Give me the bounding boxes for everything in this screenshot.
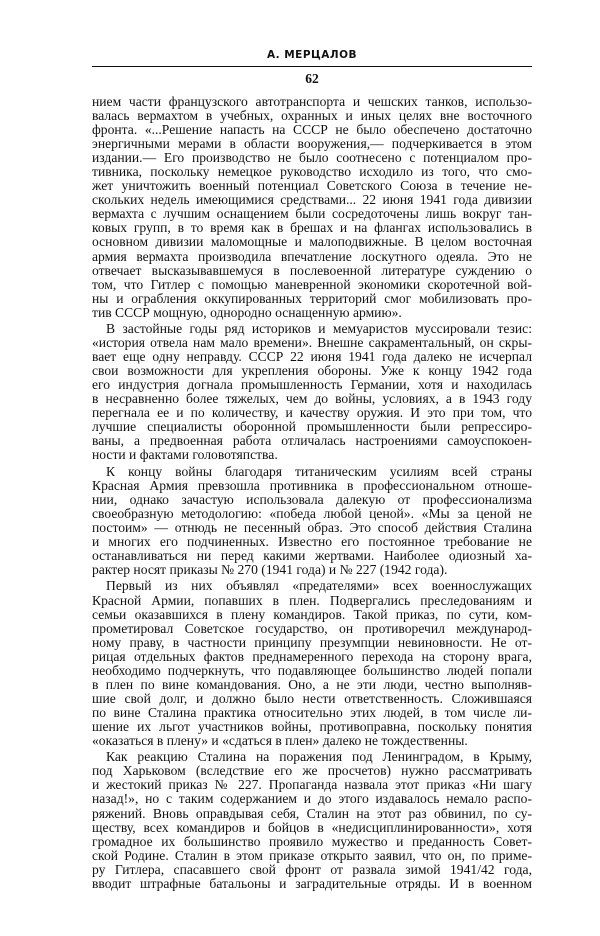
text-line: К концу войны благодаря титаническим усилиям всей страны [106, 463, 532, 479]
text-line: постоим» — отнюдь не песенный образ. Это способ действия Сталина [92, 520, 532, 535]
text-line: тив СССР мощную, однородно оснащенную армию». [92, 304, 402, 320]
text-line: необходимо подчеркнуть, что подавляющее большинство людей попали [92, 662, 532, 678]
text-line: Красная Армия превзошла противника в профессиональном отноше- [92, 477, 532, 493]
text-line: по вине Сталина практика относительно этих людей, в том числе ли- [92, 704, 532, 720]
text-line: прометировал Советское государство, он противоречил международ- [92, 620, 532, 636]
text-line: ваны, а предвоенная работа отличалась настроениями самоуспокоен- [92, 433, 532, 449]
text-line: рактер носят приказы № 270 (1941 года) и № 227 (1942 года). [92, 562, 448, 578]
text-line: том, что Гитлер с помощью маневренной экономики скоротечной вой- [92, 276, 532, 292]
text-line: ности и фактами головотяпства. [92, 447, 278, 463]
text-line: «история отвела нам мало времени». Внешне сакраментальный, он скры- [92, 335, 532, 351]
text-line: громадное их большинство проявило мужество и преданность Совет- [92, 833, 532, 849]
text-line: ру Гитлера, спасавшего свой фронт от развала зимой 1941/42 года, [92, 861, 532, 877]
text-line: свои возможности для укрепления обороны. Уже к концу 1942 года [92, 363, 532, 379]
text-line: основном дивизии маломощные и малоподвижные. В целом восточная [92, 234, 532, 250]
text-line: своеобразную методологию: «победа любой ценой». «Мы за ценой не [92, 505, 532, 521]
text-line: в несравненно более тяжелых, чем до войны, условиях, а в 1943 году [92, 391, 532, 407]
running-head-author: А. МЕРЦАЛОВ [266, 49, 358, 61]
text-line: вает еще одну неправду. СССР 22 июня 1941 года далеко не исчерпал [92, 349, 532, 365]
text-line: и жестокий приказ № 227. Пропаганда назвала этот приказ «Ни шагу [92, 777, 532, 793]
text-line: Красной Армии, попавших в плен. Подвергались преследованиям и [92, 592, 532, 608]
text-line: ществу, всех командиров и бойцов в «недисциплинированности», хотя [92, 819, 532, 835]
text-line: валась вермахтом в учебных, охранных и иных целях вне восточного [92, 108, 532, 124]
text-line: «оказаться в плену» и «сдаться в плен» далеко не тождественны. [92, 733, 468, 748]
text-line: под Харьковом (вследствие его же просчетов) нужно рассматривать [92, 763, 532, 779]
page-number: 62 [305, 71, 319, 86]
text-line: останавливаться ни перед какими жертвами. Наиболее одиозный ха- [92, 548, 532, 564]
text-line: назад!», но с таким содержанием и до этого издавалось немало распо- [92, 791, 532, 807]
paragraph [92, 579, 532, 748]
text-line: жет уничтожить военный потенциал Советского Союза в течение не- [92, 178, 532, 194]
text-line: в плен по вине командования. Оно, а не эти люди, честно выполняв- [92, 676, 532, 692]
text-line: ряжений. Вновь оправдывая себя, Сталин на этот раз обвинил, по су- [92, 805, 532, 821]
text-line: семьи оказавшихся в плену командиров. Такой приказ, по сути, ком- [92, 606, 532, 622]
body-text [92, 95, 532, 893]
paragraph [92, 95, 532, 320]
text-line: Как реакцию Сталина на поражения под Ленинградом, в Крыму, [106, 749, 532, 765]
text-line: армия вермахта производила впечатление лоскутного одеяла. Это не [92, 248, 532, 264]
text-line: и многих его подчиненных. Известно его постоянное требование не [92, 534, 532, 550]
text-line: В застойные годы ряд историков и мемуаристов муссировали тезис: [106, 321, 532, 337]
paragraph [92, 322, 532, 462]
text-line: ны и ограбления оккупированных территорий смог мобилизовать про- [92, 290, 532, 306]
text-line: вводит штрафные батальоны и заградительные отряды. И в военном [92, 875, 532, 891]
text-line: перегнала ее и по количеству, и качеству оружия. И это при том, что [92, 405, 532, 421]
text-line: энергичными мерами в области вооружения,— подчеркивается в этом [92, 136, 532, 152]
text-line: лучшие специалисты оборонной промышленности были репрессиро- [92, 419, 532, 435]
paragraph [92, 750, 532, 890]
text-line: отвечает высказывавшемуся в послевоенной литературе суждению о [92, 262, 532, 278]
text-line: вермахта с лучшим оснащением были сосредоточены лишь вокруг тан- [92, 206, 532, 222]
header-rule [92, 66, 532, 67]
text-line: нии, однако зачастую использовала далекую от профессионализма [92, 491, 532, 507]
text-line: фронта. «...Решение напасть на СССР не было обеспечено достаточно [92, 122, 532, 138]
text-line: Первый из них объявлял «предателями» всех военнослужащих [106, 578, 532, 594]
text-line: шие свой долг, и должно было нести ответственность. Сложившаяся [92, 690, 532, 706]
text-line: тивника, поскольку немецкое руководство исходило из того, что смо- [92, 164, 532, 180]
text-line: ковых групп, в то время как в брешах и на флангах использовались в [92, 220, 532, 236]
text-line: ному праву, в частности принципу презумпции невиновности. Не от- [92, 634, 532, 650]
text-line: шение их льгот участников войны, противоправна, поскольку понятия [92, 718, 532, 734]
text-line: издании.— Его производство не было соотнесено с потенциалом про- [92, 150, 532, 166]
text-line: нием части французского автотранспорта и чешских танков, использо- [92, 94, 532, 109]
text-line: его индустрия догнала промышленность Германии, хотя и находилась [92, 377, 532, 393]
text-line: ской Родине. Сталин в этом приказе открыто заявил, что он, по приме- [92, 847, 532, 863]
text-line: рицая отдельных фактов преднамеренного перехода на сторону врага, [92, 648, 532, 664]
paragraph [92, 465, 532, 577]
text-line: скольких недель имеющимися средствами... 22 июня 1941 года дивизии [92, 192, 532, 208]
